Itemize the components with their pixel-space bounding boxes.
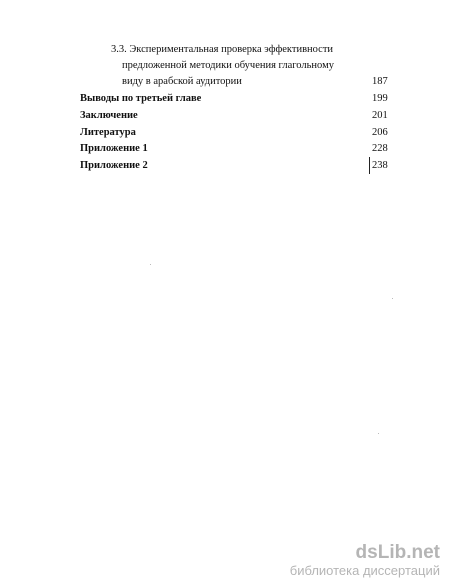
toc-entry-literature: Литература	[80, 127, 136, 138]
watermark-logo: dsLib.net	[355, 542, 440, 563]
toc-entry-literature-page: 206	[372, 127, 388, 138]
toc-entry-conclusion: Заключение	[80, 110, 138, 121]
toc-entry-3-3-line-2: предложенной методики обучения глагольному	[122, 60, 334, 71]
toc-entry-appendix-1: Приложение 1	[80, 143, 148, 154]
toc-entry-appendix-2-page: 238	[372, 160, 388, 171]
scan-speck	[150, 264, 151, 265]
toc-entry-conclusions-chapter-3-page: 199	[372, 93, 388, 104]
toc-entry-appendix-1-page: 228	[372, 143, 388, 154]
toc-entry-3-3-line-1: 3.3. Экспериментальная проверка эффективности	[111, 44, 334, 55]
scan-speck	[392, 298, 393, 299]
toc-entry-3-3-page: 187	[372, 76, 388, 87]
toc-entry-conclusion-page: 201	[372, 110, 388, 121]
watermark-subtitle: библиотека диссертаций	[289, 563, 440, 578]
toc-entry-3-3-line-3: виду в арабской аудитории	[122, 76, 242, 87]
scan-speck	[378, 433, 379, 434]
toc-entry-appendix-2: Приложение 2	[80, 160, 148, 171]
scan-margin-mark	[369, 157, 370, 174]
toc-entry-conclusions-chapter-3: Выводы по третьей главе	[80, 93, 202, 104]
watermark	[290, 543, 440, 578]
